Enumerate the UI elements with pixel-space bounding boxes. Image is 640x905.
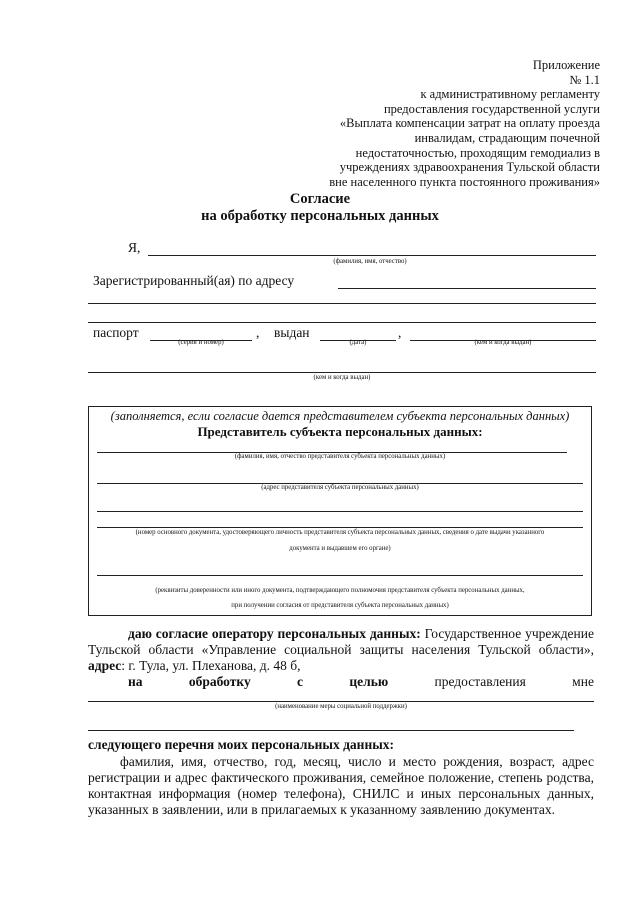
appendix-line: Приложение bbox=[532, 58, 600, 72]
purpose-word: с bbox=[297, 674, 304, 689]
consent-address-label: адрес bbox=[88, 658, 122, 673]
appendix-line: к административному регламенту bbox=[420, 87, 600, 102]
by-whom-caption-2: (кем и когда выдан) bbox=[313, 374, 371, 381]
representative-box bbox=[88, 406, 592, 616]
fio-field[interactable] bbox=[148, 255, 596, 256]
issued-label: выдан bbox=[274, 325, 310, 340]
purpose-word: на bbox=[128, 674, 143, 689]
by-whom-caption: (кем и когда выдан) bbox=[474, 339, 532, 346]
measure-caption: (наименование меры социальной поддержки) bbox=[275, 703, 407, 710]
purpose-word: предоставления bbox=[434, 674, 526, 689]
consent-give: даю согласие оператору персональных данных: bbox=[128, 626, 421, 641]
representative-note: (заполняется, если согласие дается представителем субъекта персональных данных) bbox=[110, 409, 570, 423]
i-label: Я, bbox=[128, 240, 141, 255]
appendix-line: предоставления государственной услуги bbox=[383, 101, 600, 116]
purpose-word: мне bbox=[572, 674, 594, 689]
comma: , bbox=[398, 325, 402, 340]
consent-paragraph bbox=[88, 626, 594, 674]
measure-field-2[interactable] bbox=[88, 730, 574, 731]
consent-address: : г. Тула, ул. Плеханова, д. 48 б, bbox=[121, 658, 301, 673]
address-field[interactable] bbox=[338, 288, 596, 289]
purpose-row bbox=[128, 674, 594, 690]
appendix-line: «Выплата компенсации затрат на оплату проезда bbox=[339, 116, 600, 131]
representative-document-field[interactable] bbox=[97, 527, 583, 528]
representative-fio-caption: (фамилия, имя, отчество представителя субъекта персональных данных) bbox=[234, 453, 446, 460]
purpose-word: обработку bbox=[188, 674, 251, 689]
measure-field[interactable] bbox=[88, 701, 594, 702]
date-caption: (дата) bbox=[349, 339, 367, 346]
registered-label: Зарегистрированный(ая) по адресу bbox=[93, 273, 295, 288]
appendix-line: вне населенного пункта постоянного проживания» bbox=[329, 174, 600, 189]
representative-doc-caption-1: (номер основного документа, удостоверяющего личность представителя субъекта персональных данных, сведения о дате выдачи указанного bbox=[135, 529, 545, 536]
appendix-line: № 1.1 bbox=[569, 72, 600, 87]
passport-label: паспорт bbox=[93, 325, 139, 340]
purpose-word: целью bbox=[349, 674, 389, 689]
representative-address-caption: (адрес представителя субъекта персональных данных) bbox=[261, 484, 419, 491]
representative-power-caption-1: (реквизиты доверенности или иного документа, подтверждающего полномочия представителя субъекта персональных данных, bbox=[155, 587, 525, 594]
data-list-heading: следующего перечня моих персональных данных: bbox=[88, 737, 395, 752]
representative-heading: Представитель субъекта персональных данных: bbox=[197, 424, 483, 439]
consent-operator: Государственное учреждение Тульской области «Управление социальной защиты населения Тульской области», bbox=[88, 626, 594, 657]
page-title: Согласие bbox=[289, 191, 351, 207]
comma: , bbox=[256, 325, 260, 340]
appendix-line: недостаточностью, проходящим гемодиализ в bbox=[355, 145, 600, 160]
representative-doc-caption-2: документа и выдавшем его органе) bbox=[289, 545, 391, 552]
series-caption: (серия и номер) bbox=[178, 339, 224, 346]
page-subtitle: на обработку персональных данных bbox=[201, 208, 439, 224]
issued-by-field-2[interactable] bbox=[88, 372, 596, 373]
address-field-line3[interactable] bbox=[88, 322, 596, 323]
representative-power-caption-2: при получении согласия от представителя субъекта персональных данных) bbox=[231, 602, 449, 609]
data-list-text: фамилия, имя, отчество, год, месяц, число и место рождения, возраст, адрес регистрации и адрес фактического проживания, семейное положение, степень родства, контактная информация (номер телефона), СНИЛС и иных персональных данных, указанных в заявлении, или в прилагаемых к указанному заявлению документах. bbox=[88, 754, 594, 817]
appendix-line: учреждениях здравоохранения Тульской области bbox=[339, 160, 600, 175]
appendix-header bbox=[270, 58, 600, 189]
appendix-line: инвалидам, страдающим почечной bbox=[414, 130, 600, 145]
representative-address-field-2[interactable] bbox=[97, 511, 583, 512]
fio-caption: (фамилия, имя, отчество) bbox=[333, 258, 407, 265]
representative-power-field[interactable] bbox=[97, 575, 583, 576]
address-field-line2[interactable] bbox=[88, 303, 596, 304]
